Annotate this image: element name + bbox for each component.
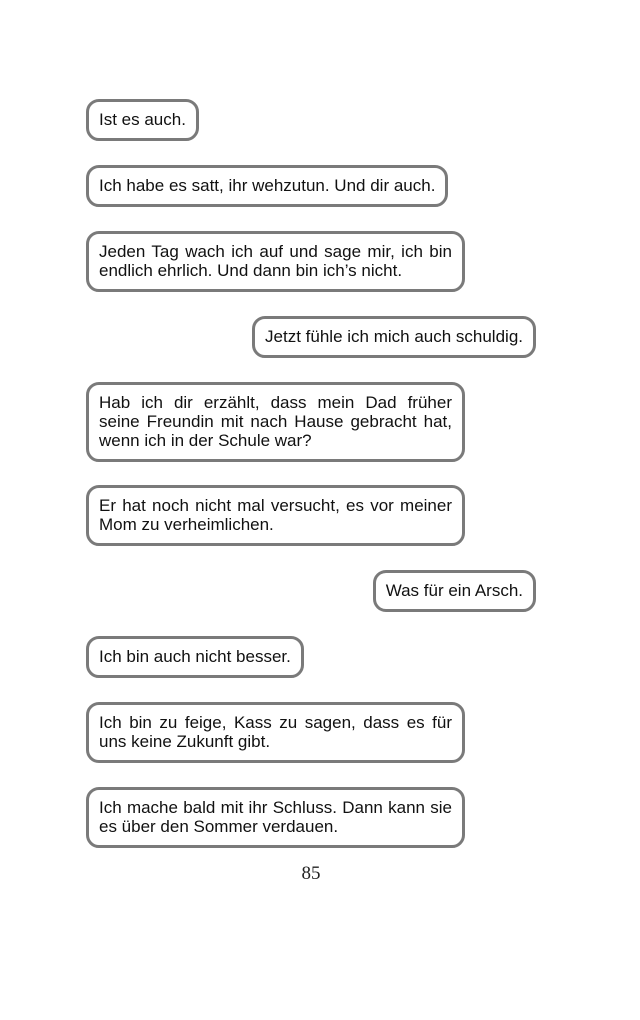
message-bubble-incoming: Er hat noch nicht mal versucht, es vor meiner Mom zu verheimlichen.	[86, 485, 465, 546]
message-bubble-incoming: Jeden Tag wach ich auf und sage mir, ich bin endlich ehrlich. Und dann bin ich’s nicht.	[86, 231, 465, 292]
message-bubble-incoming: Hab ich dir erzählt, dass mein Dad früher seine Freundin mit nach Hause gebracht hat, wenn ich in der Schule war?	[86, 382, 465, 462]
message-bubble-incoming: Ist es auch.	[86, 99, 199, 141]
message-bubble-outgoing: Jetzt fühle ich mich auch schuldig.	[252, 316, 536, 358]
message-bubble-incoming: Ich mache bald mit ihr Schluss. Dann kann sie es über den Sommer verdauen.	[86, 787, 465, 848]
message-bubble-incoming: Ich habe es satt, ihr wehzutun. Und dir auch.	[86, 165, 448, 207]
page-number: 85	[301, 863, 321, 884]
message-bubble-incoming: Ich bin auch nicht besser.	[86, 636, 304, 678]
message-bubble-incoming: Ich bin zu feige, Kass zu sagen, dass es für uns keine Zukunft gibt.	[86, 702, 465, 763]
message-bubble-outgoing: Was für ein Arsch.	[373, 570, 536, 612]
